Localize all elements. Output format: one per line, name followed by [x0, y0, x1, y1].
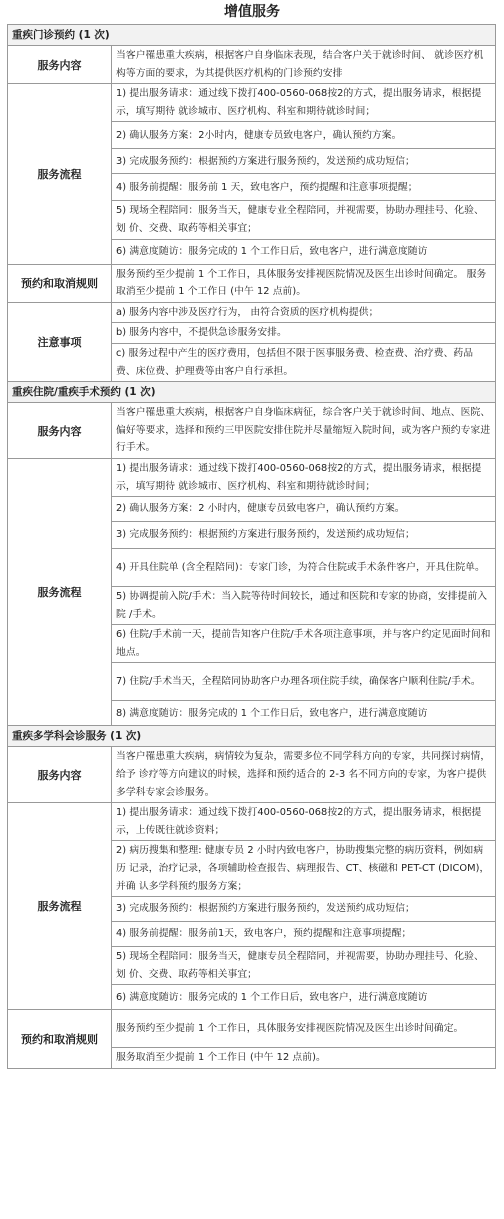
row-text: 3) 完成服务预约：根据预约方案进行服务预约，发送预约成功短信； [112, 897, 496, 922]
row-text: 2) 病历搜集和整理: 健康专员 2 小时内致电客户，协助搜集完整的病历资料，例如病历 记录，治疗记录，各项辅助检查报告、病理报告、CT、核磁和 PET-CT (DICOM)，并确 认多学科预约服务方案； [112, 841, 496, 897]
row-text: 4) 服务前提醒：服务前1天，致电客户，预约提醒和注意事项提醒； [112, 922, 496, 947]
row-text: 1) 提出服务请求：通过线下拨打400-0560-068按2的方式，提出服务请求，根据提示，填写期待 就诊城市、医疗机构、科室和期待就诊时间； [112, 84, 496, 122]
row-text: a) 服务内容中涉及医疗行为， 由符合资质的医疗机构提供； [112, 302, 496, 323]
page-title: 增值服务 [224, 4, 280, 20]
row-text: 6) 满意度随访：服务完成的 1 个工作日后，致电客户，进行满意度随访 [112, 985, 496, 1010]
table-row [8, 46, 496, 84]
section-header-row [8, 382, 496, 403]
table-row [8, 1010, 496, 1048]
row-text: 4) 服务前提醒：服务前 1 天，致电客户，预约提醒和注意事项提醒； [112, 174, 496, 201]
row-text: 7) 住院/手术当天，全程陪同协助客户办理各项住院手续，确保客户顺利住院/手术。 [112, 663, 496, 701]
row-text: 服务预约至少提前 1 个工作日，具体服务安排视医院情况及医生出诊时间确定。 [112, 1010, 496, 1048]
row-text: 4) 开具住院单 (含全程陪同)：专家门诊，为符合住院或手术条件客户，开具住院单。 [112, 549, 496, 587]
row-text: 5) 现场全程陪同：服务当天，健康专员全程陪同，并视需要，协助办理挂号、化验、划 价、交费、取药等相关事宜； [112, 947, 496, 985]
row-label: 预约和取消规则 [8, 264, 112, 302]
row-label: 服务内容 [8, 46, 112, 84]
row-label: 预约和取消规则 [8, 1010, 112, 1069]
row-text: 5) 现场全程陪同：服务当天，健康专业全程陪同，并视需要，协助办理挂号、化验、划 价、交费、取药等相关事宜； [112, 201, 496, 239]
table-row [8, 264, 496, 302]
row-label: 注意事项 [8, 302, 112, 381]
row-text: 服务预约至少提前 1 个工作日，具体服务安排视医院情况及医生出诊时间确定。 服务取消至少提前 1 个工作日 (中午 12 点前)。 [112, 264, 496, 302]
row-text: 当客户罹患重大疾病，病情较为复杂，需要多位不同学科方向的专家，共同探讨病情，给予 诊疗等方向建议的时候，选择和预约适合的 2-3 名不同方向的专家，为客户提供多学科专家会诊服务。 [112, 747, 496, 803]
row-text: 3) 完成服务预约：根据预约方案进行服务预约，发送预约成功短信； [112, 522, 496, 549]
section-title: 重疾多学科会诊服务 (1 次) [8, 726, 496, 747]
row-text: 1) 提出服务请求：通过线下拨打400-0560-068按2的方式，提出服务请求，根据提示，填写期待 就诊城市、医疗机构、科室和期待就诊时间； [112, 458, 496, 496]
row-text: 3) 完成服务预约：根据预约方案进行服务预约，发送预约成功短信； [112, 149, 496, 174]
row-text: c) 服务过程中产生的医疗费用，包括但不限于医事服务费、检查费、治疗费、药品费、床位费、护理费等由客户自行承担。 [112, 343, 496, 381]
row-label: 服务流程 [8, 458, 112, 726]
table-row [8, 403, 496, 459]
row-text: 1) 提出服务请求：通过线下拨打400-0560-068按2的方式，提出服务请求，根据提示，上传既往就诊资料； [112, 803, 496, 841]
row-text: b) 服务内容中，不提供急诊服务安排。 [112, 323, 496, 344]
row-text: 服务取消至少提前 1 个工作日 (中午 12 点前)。 [112, 1048, 496, 1069]
row-label: 服务流程 [8, 803, 112, 1010]
row-text: 2) 确认服务方案：2小时内，健康专员致电客户，确认预约方案。 [112, 122, 496, 149]
row-text: 6) 住院/手术前一天，提前告知客户住院/手术各项注意事项，并与客户约定见面时间和 地点。 [112, 625, 496, 663]
table-row [8, 458, 496, 496]
row-text: 8) 满意度随访：服务完成的 1 个工作日后，致电客户，进行满意度随访 [112, 701, 496, 726]
row-label: 服务内容 [8, 747, 112, 803]
section-header-row [8, 726, 496, 747]
table-row [8, 803, 496, 841]
row-text: 当客户罹患重大疾病，根据客户自身临床病征，综合客户关于就诊时间、地点、医院、偏好等要求，选择和预约三甲医院安排住院并尽量缩短入院时间，或为客户预约专家进行手术。 [112, 403, 496, 459]
row-text: 6) 满意度随访：服务完成的 1 个工作日后，致电客户，进行满意度随访 [112, 239, 496, 264]
table-row [8, 84, 496, 122]
table-row [8, 302, 496, 323]
section-title: 重疾住院/重疾手术预约 (1 次) [8, 382, 496, 403]
row-label: 服务内容 [8, 403, 112, 459]
section-title: 重疾门诊预约 (1 次) [8, 25, 496, 46]
service-table [7, 24, 496, 1069]
row-text: 2) 确认服务方案：2 小时内，健康专员致电客户，确认预约方案。 [112, 497, 496, 522]
table-row [8, 747, 496, 803]
row-text: 当客户罹患重大疾病，根据客户自身临床表现，结合客户关于就诊时间、 就诊医疗机构等方面的要求，为其提供医疗机构的门诊预约安排 [112, 46, 496, 84]
row-label: 服务流程 [8, 84, 112, 264]
section-header-row [8, 25, 496, 46]
row-text: 5) 协调提前入院/手术：当入院等待时间较长，通过和医院和专家的协商，安排提前入院 /手术。 [112, 587, 496, 625]
